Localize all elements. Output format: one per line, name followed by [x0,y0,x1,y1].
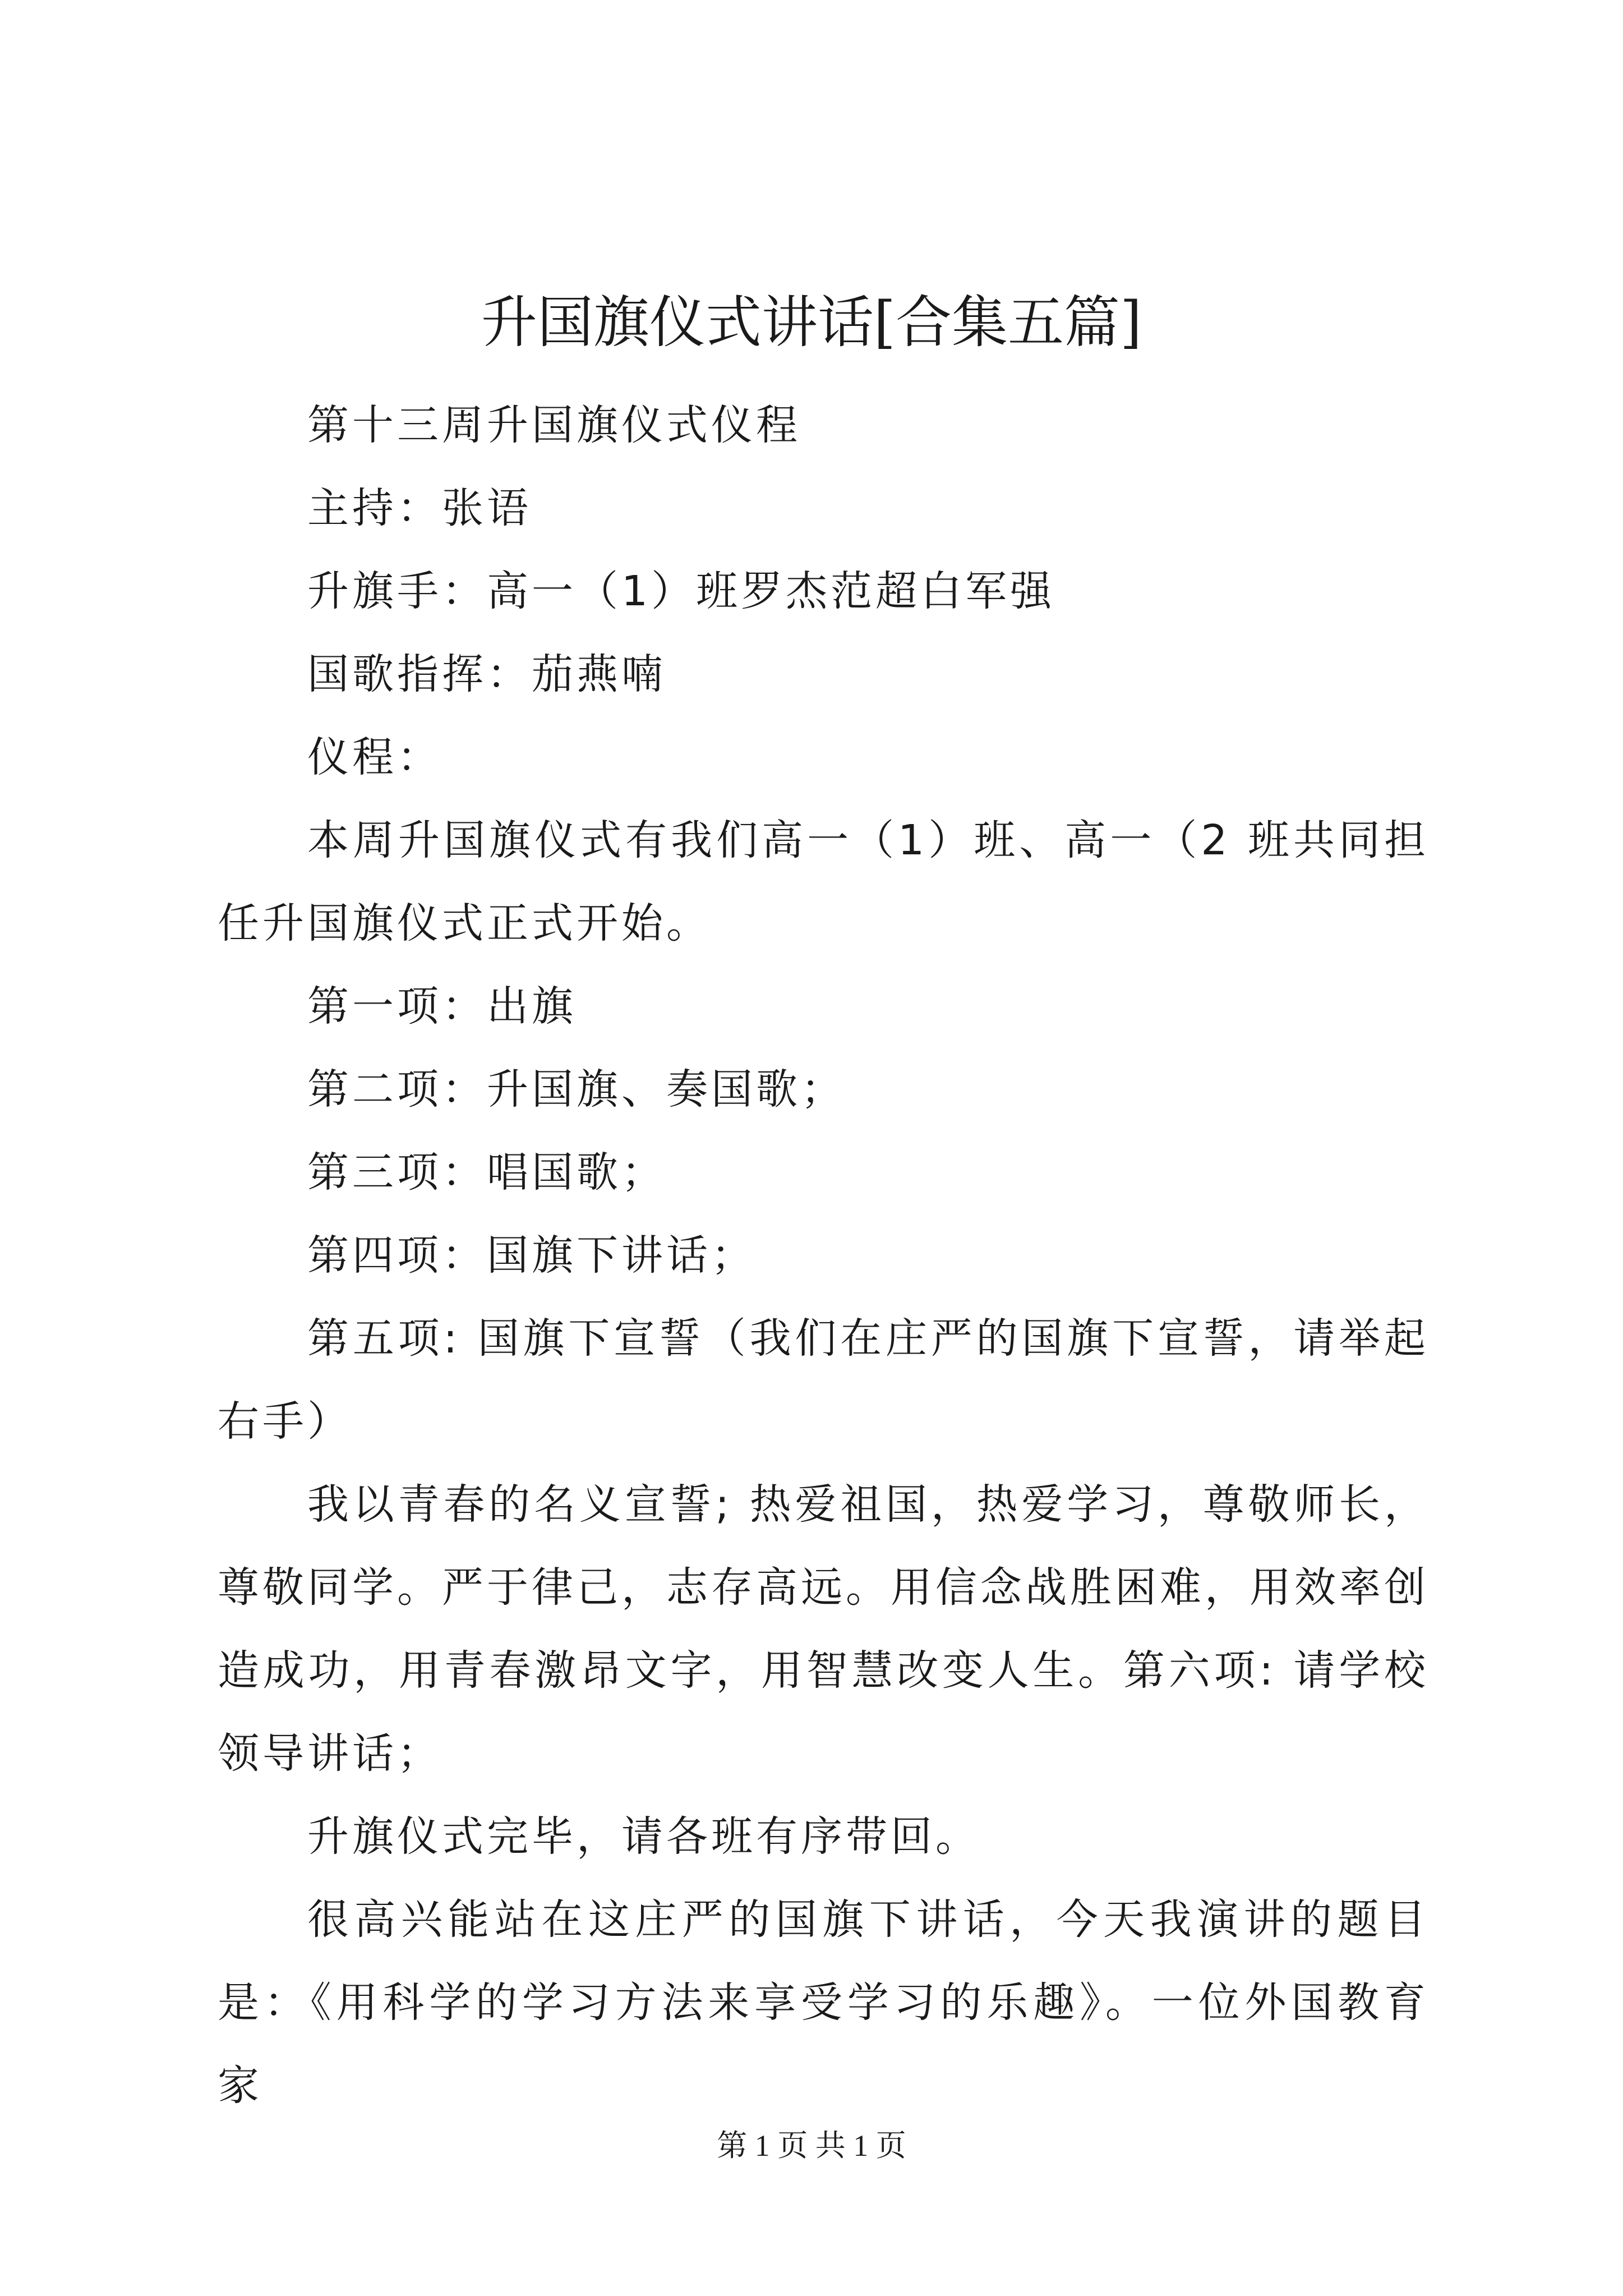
document-body [218,384,1429,2127]
paragraph: 主持：张语 [307,484,532,532]
paragraph: 第五项: 国旗下宣誓（我们在庄严的国旗下宣誓，请举起右手） [218,1314,1429,1446]
paragraph: 很高兴能站在这庄严的国旗下讲话，今天我演讲的题目是：《用科学的学习方法来享受学习的乐趣》。一位外国教育家 [218,1895,1429,2110]
paragraph: 我以青春的名义宣誓; 热爱祖国，热爱学习，尊敬师长，尊敬同学。严于律己，志存高远。用信念战胜困难，用效率创造成功，用青春激昂文字，用智慧改变人生。第六项: 请学校领导讲话； [218,1480,1429,1778]
paragraph: 升旗仪式完毕，请各班有序带回。 [307,1812,980,1861]
paragraph: 第三项：唱国歌； [307,1148,666,1197]
paragraph: 国歌指挥：茄燕喃 [307,650,666,698]
paragraph: 升旗手：高一（1）班罗杰范超白军强 [307,567,1055,615]
paragraph: 第二项：升国旗、奏国歌； [307,1065,846,1114]
paragraph: 第四项：国旗下讲话； [307,1231,756,1280]
paragraph: 仪程： [307,733,442,781]
page-footer: 第 1 页 共 1 页 [717,2129,906,2162]
document-title: 升国旗仪式讲话[合集五篇] [481,289,1142,355]
paragraph: 第十三周升国旗仪式仪程 [307,401,801,449]
paragraph: 本周升国旗仪式有我们高一（1）班、高一（2 班共同担任升国旗仪式正式开始。 [218,816,1429,947]
paragraph: 第一项：出旗 [307,982,577,1030]
